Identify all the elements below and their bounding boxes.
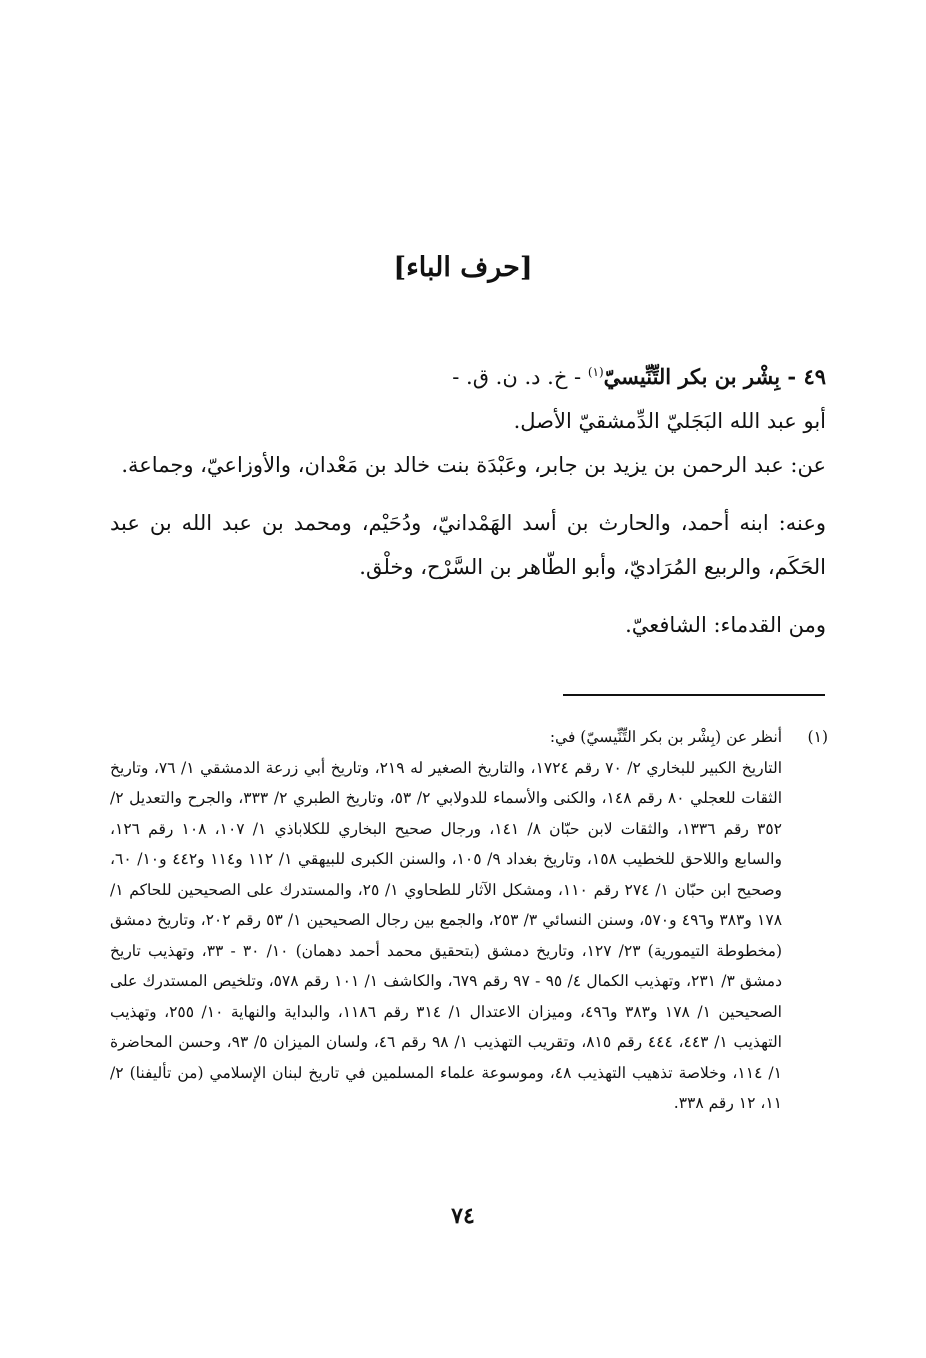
footnote (110, 722, 828, 1119)
footnote-marker: (١) (807, 728, 828, 746)
source-sigla: - خ. د. ن. ق. - (452, 365, 588, 389)
elder-narrators: ومن القدماء: الشافعيّ. (625, 613, 826, 637)
footnote-reference: (١) (587, 365, 604, 379)
narrated-from: عن: عبد الرحمن بن يزيد بن جابر، وعَبْدَة بنت خالد بن مَعْدان، والأوزاعيّ، وجماعة. (121, 453, 826, 477)
footnote-intro-line (110, 722, 828, 753)
footnote-separator (563, 694, 825, 696)
biography-entry (110, 350, 826, 647)
page-number: ٧٤ (451, 1203, 475, 1229)
footnote-intro: أنظر عن (بِشْر بن بكر التِّنِّيسيّ) في: (549, 728, 782, 746)
entry-heading (110, 350, 826, 399)
footnote-sources: التاريخ الكبير للبخاري ٢/ ٧٠ رقم ١٧٢٤، والتاريخ الصغير له ٢١٩، وتاريخ أبي زرعة الدمشقي ١/ ٧٦، وتاريخ الثقات للعجلي ٨٠ رقم ١٤٨، والكنى والأسماء للدولابي ٢/ ٥٣، وتاريخ الطبري ٢/ ٣٣٣، والجرح والتعديل ٢/ ٣٥٢ رقم ١٣٣٦، والثقات لابن حبّان ٨/ ١٤١، ورجال صحيح البخاري للكلاباذي ١/ ١٠٧، ١٠٨ رقم ١٢٦، والسابع واللاحق للخطيب ١٥٨، وتاريخ بغداد ٩/ ١٠٥، والسنن الكبرى للبيهقي ١/ ١١٢ و١١٤ و٤٤٢ و١٠/ ٦٠، وصحيح ابن حبّان ١/ ٢٧٤ رقم ١١٠، ومشكل الآثار للطحاوي ١/ ٢٥، والمستدرك على الصحيحين للحاكم ١/ ١٧٨ و٣٨٣ و٤٩٦ و٥٧٠، وسنن النسائي ٣/ ٢٥٣، والجمع بين رجال الصحيحين ١/ ٥٣ رقم ٢٠٢، وتاريخ دمشق (مخطوطة التيمورية) ٢٣/ ١٢٧، وتاريخ دمشق (بتحقيق محمد أحمد دهمان) ١٠/ ٣٠ - ٣٣، وتهذيب تاريخ دمشق ٣/ ٢٣١، وتهذيب الكمال ٤/ ٩٥ - ٩٧ رقم ٦٧٩، والكاشف ١/ ١٠١ رقم ٥٧٨، وتلخيص المستدرك على الصحيحين ١/ ١٧٨ و٣٨٣ و٤٩٦، وميزان الاعتدال ١/ ٣١٤ رقم ١١٨٦، والبداية والنهاية ١٠/ ٢٥٥، وتهذيب التهذيب ١/ ٤٤٣، ٤٤٤ رقم ٨١٥، وتقريب التهذيب ١/ ٩٨ رقم ٤٦، ولسان الميزان ٥/ ٩٣، وحسن المحاضرة ١/ ١١٤، وخلاصة تذهيب التهذيب ٤٨، وموسوعة علماء المسلمين في تاريخ لبنان الإسلامي (من تأليفنا) ٢/ ١١، ١٢ رقم ٣٣٨. (110, 758, 783, 1112)
entry-name: ٤٩ - بِشْر بن بكر التِّنِّيسيّ (603, 364, 826, 389)
chapter-title: [حرف الباء] (393, 252, 533, 283)
narrated-by: وعنه: ابنه أحمد، والحارث بن أسد الهَمْدانيّ، ودُحَيْم، ومحمد بن عبد الله بن عبد الحَكَم، والربيع المُرَاديّ، وأبو الطّاهر بن السَّرْح، وخلْق. (110, 511, 826, 579)
entry-kunya: أبو عبد الله البَجَليّ الدِّمشقيّ الأصل. (513, 409, 826, 433)
